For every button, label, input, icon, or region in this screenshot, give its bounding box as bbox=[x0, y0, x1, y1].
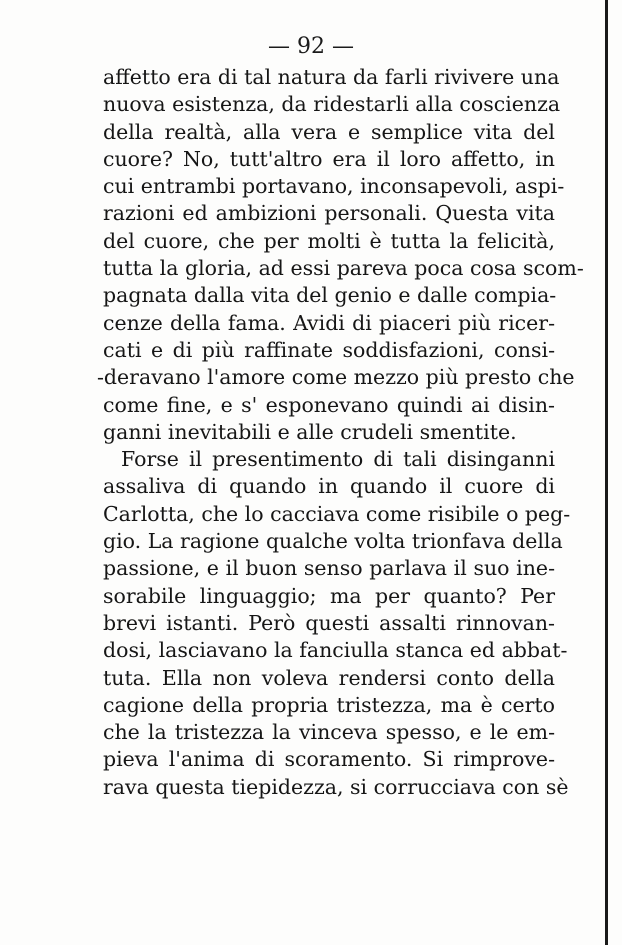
text-line: gio. La ragione qualche volta trionfava della bbox=[103, 529, 563, 554]
paragraph-start-line: Forse il presentimento di tali disinganni bbox=[121, 447, 555, 472]
text-line: Carlotta, che lo cacciava come risibile o peg- bbox=[103, 501, 571, 526]
text-line: della realtà, alla vera e semplice vita del bbox=[103, 119, 555, 144]
text-line: come fine, e s' esponevano quindi ai disin- bbox=[103, 392, 555, 417]
text-line: assaliva di quando in quando il cuore di bbox=[103, 474, 555, 499]
text-line: che la tristezza la vinceva spesso, e le em- bbox=[103, 720, 555, 745]
text-line: cenze della fama. Avidi di piaceri più ricer- bbox=[103, 310, 555, 335]
text-line: affetto era di tal natura da farli rivivere una bbox=[103, 65, 560, 89]
text-line: brevi istanti. Però questi assalti rinnovan- bbox=[103, 610, 555, 635]
text-line: tuta. Ella non voleva rendersi conto della bbox=[103, 665, 555, 690]
text-line: cuore? No, tutt'altro era il loro affetto, in bbox=[103, 146, 555, 171]
page-edge-rule bbox=[605, 0, 608, 945]
text-line: tutta la gloria, ad essi pareva poca cosa scom- bbox=[103, 256, 584, 281]
text-line: cagione della propria tristezza, ma è certo bbox=[103, 692, 555, 717]
text-line: del cuore, che per molti è tutta la felicità, bbox=[103, 228, 555, 253]
text-line: -deravano l'amore come mezzo più presto che bbox=[97, 365, 575, 390]
text-line: nuova esistenza, da ridestarli alla coscienza bbox=[103, 92, 561, 117]
text-line: cati e di più raffinate soddisfazioni, consi- bbox=[103, 337, 555, 362]
page-number: — 92 — bbox=[268, 34, 354, 59]
body-text bbox=[97, 64, 584, 801]
text-line: passione, e il buon senso parlava il suo ine- bbox=[103, 556, 555, 581]
text-line: pagnata dalla vita del genio e dalle compia- bbox=[103, 283, 557, 308]
text-line: cui entrambi portavano, inconsapevoli, aspi- bbox=[103, 174, 565, 199]
text-line: rava questa tiepidezza, si corrucciava con sè bbox=[103, 774, 569, 799]
text-line: razioni ed ambizioni personali. Questa vita bbox=[103, 201, 555, 226]
text-line: dosi, lasciavano la fanciulla stanca ed abbat- bbox=[103, 638, 568, 663]
text-line: pieva l'anima di scoramento. Si rimprove- bbox=[103, 747, 555, 772]
paragraph-end-line: ganni inevitabili e alle crudeli smentite. bbox=[103, 419, 517, 444]
text-line: sorabile linguaggio; ma per quanto? Per bbox=[103, 583, 555, 608]
